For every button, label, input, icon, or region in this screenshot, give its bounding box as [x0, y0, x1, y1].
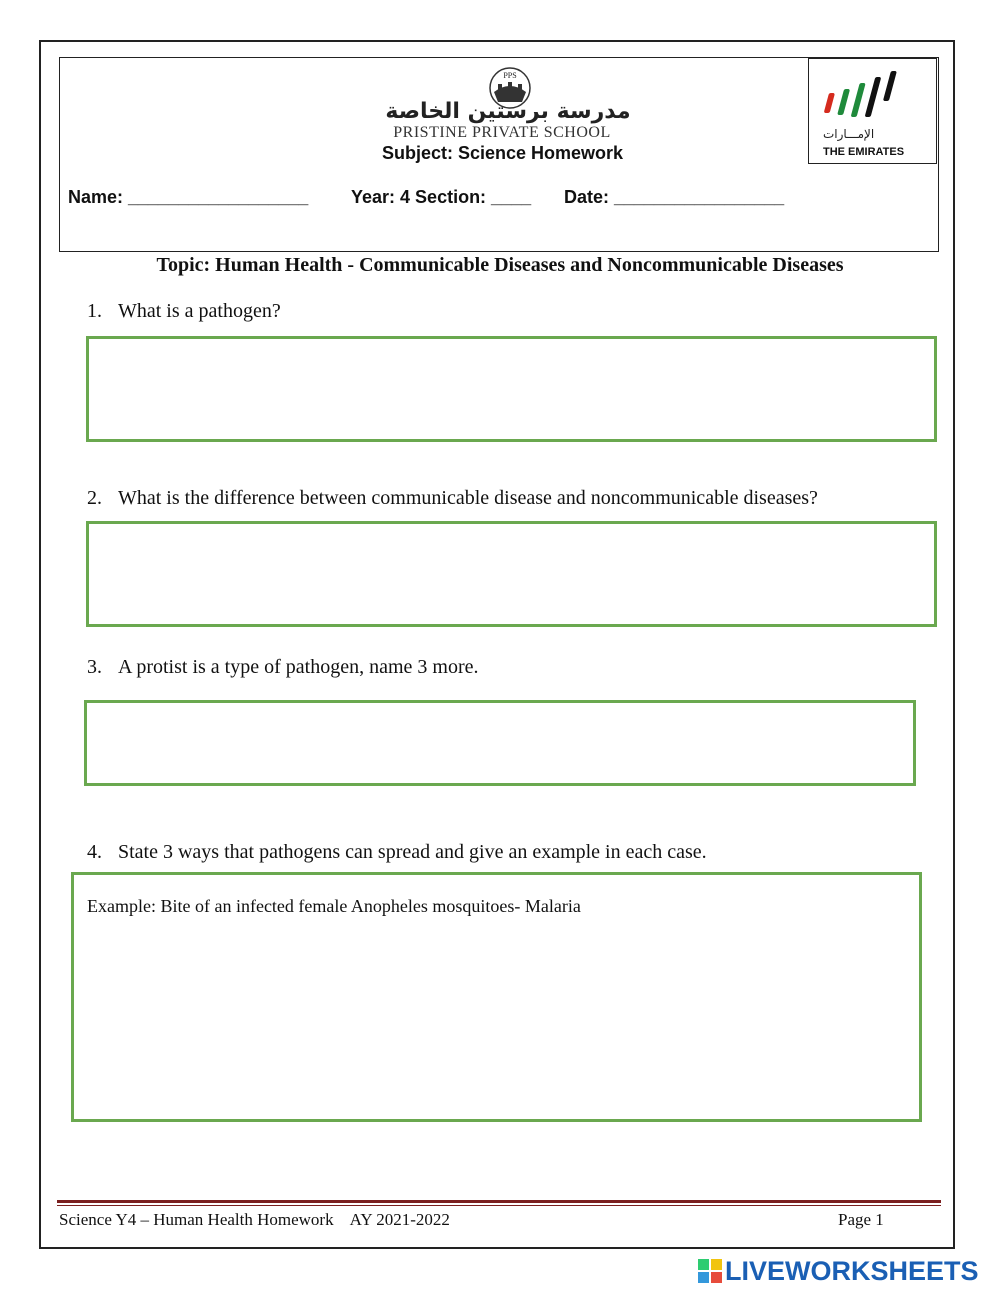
liveworksheets-text: LIVEWORKSHEETS	[725, 1255, 979, 1286]
school-name-english: PRISTINE PRIVATE SCHOOL	[393, 124, 611, 141]
answer-box-4[interactable]	[71, 872, 922, 1122]
example-text: Example: Bite of an infected female Anopheles mosquitoes- Malaria	[87, 896, 581, 916]
question-number: 3.	[87, 656, 102, 678]
question-number: 1.	[87, 300, 102, 322]
liveworksheets-cubes-icon	[698, 1259, 722, 1283]
question-text: What is the difference between communicable disease and noncommunicable diseases?	[118, 487, 818, 509]
school-initials: PPS	[503, 71, 517, 80]
question-4	[87, 841, 707, 864]
question-text: State 3 ways that pathogens can spread and give an example in each case.	[118, 841, 707, 863]
emirates-logo-icon	[822, 67, 912, 129]
question-text: What is a pathogen?	[118, 300, 281, 322]
topic-heading: Topic: Human Health - Communicable Diseases and Noncommunicable Diseases	[156, 254, 844, 276]
date-field[interactable]: Date: _________________	[564, 187, 785, 207]
footer-rule	[57, 1200, 941, 1203]
answer-box-2[interactable]	[86, 521, 937, 627]
question-3	[87, 656, 478, 679]
subject-title: Subject: Science Homework	[381, 143, 624, 163]
question-text: A protist is a type of pathogen, name 3 more.	[118, 656, 479, 678]
year-section-field[interactable]: Year: 4 Section: ____	[351, 187, 532, 207]
question-1	[87, 300, 281, 323]
emirates-arabic: الإمـــارات	[823, 127, 875, 141]
footer-page-number: Page 1	[838, 1210, 884, 1229]
liveworksheets-brand[interactable]	[698, 1256, 979, 1286]
name-field[interactable]: Name: __________________	[68, 187, 309, 207]
answer-box-3[interactable]	[84, 700, 916, 786]
footer-course: Science Y4 – Human Health Homework AY 2021-2022	[59, 1210, 450, 1229]
emirates-english: THE EMIRATES	[823, 146, 905, 158]
school-name-arabic: مدرسة برستين الخاصة	[385, 99, 631, 124]
footer-rule-thin	[57, 1205, 941, 1206]
answer-box-1[interactable]	[86, 336, 937, 442]
school-logo	[370, 66, 645, 142]
question-number: 4.	[87, 841, 102, 863]
question-2	[87, 487, 818, 510]
question-number: 2.	[87, 487, 102, 509]
emirates-logo-box	[808, 58, 937, 164]
